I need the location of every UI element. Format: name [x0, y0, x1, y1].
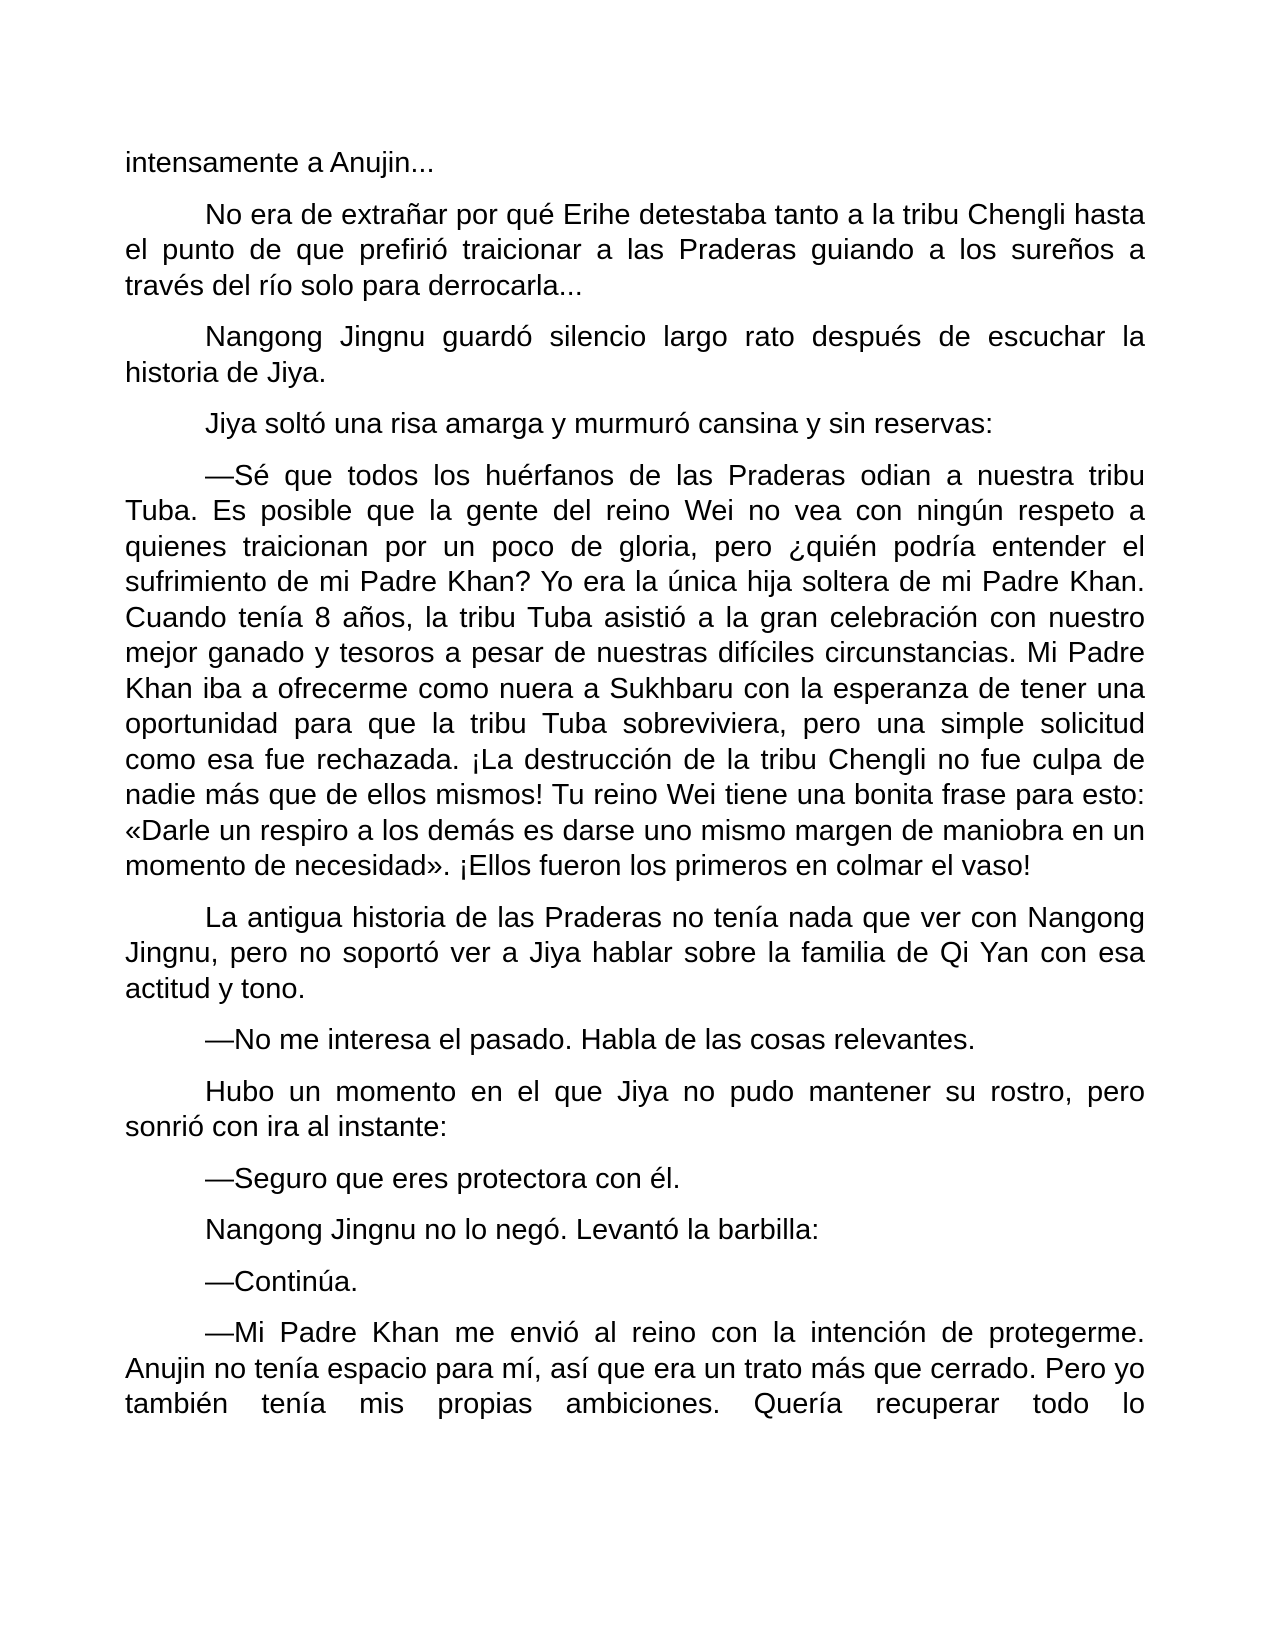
paragraph-12: —Mi Padre Khan me envió al reino con la intención de protegerme. Anujin no tenía espacio para mí, así que era un trato más que cerrado. Pero yo también tenía mis propias ambiciones. Quería recuperar todo lo: [125, 1317, 1145, 1420]
paragraph-1: intensamente a Anujin...: [125, 147, 435, 179]
paragraph-6: La antigua historia de las Praderas no tenía nada que ver con Nangong Jingnu, pero no soportó ver a Jiya hablar sobre la familia de Qi Yan con esa actitud y tono.: [125, 901, 1145, 1005]
paragraph-8: Hubo un momento en el que Jiya no pudo mantener su rostro, pero sonrió con ira al instante:: [125, 1075, 1145, 1143]
document-page: [125, 146, 1145, 1439]
paragraph-4: Jiya soltó una risa amarga y murmuró cansina y sin reservas:: [205, 408, 994, 440]
paragraph-5: —Sé que todos los huérfanos de las Praderas odian a nuestra tribu Tuba. Es posible que la gente del reino Wei no vea con ningún respeto a quienes traicionan por un poco de gloria, pero ¿quién podría entender el sufrimiento de mi Padre Khan? Yo era la única hija soltera de mi Padre Khan. Cuando tenía 8 años, la tribu Tuba asistió a la gran celebración con nuestro mejor ganado y tesoros a pesar de nuestras difíciles circunstancias. Mi Padre Khan iba a ofrecerme como nuera a Sukhbaru con la esperanza de tener una oportunidad para que la tribu Tuba sobreviviera, pero una simple solicitud como esa fue rechazada. ¡La destrucción de la tribu Chengli no fue culpa de nadie más que de ellos mismos! Tu reino Wei tiene una bonita frase para esto: «Darle un respiro a los demás es darse uno mismo margen de maniobra en un momento de necesidad». ¡Ellos fueron los primeros en colmar el vaso!: [125, 459, 1145, 882]
paragraph-3: Nangong Jingnu guardó silencio largo rato después de escuchar la historia de Jiya.: [125, 321, 1145, 389]
paragraph-10: Nangong Jingnu no lo negó. Levantó la barbilla:: [205, 1214, 820, 1246]
paragraph-7: —No me interesa el pasado. Habla de las cosas relevantes.: [205, 1024, 976, 1056]
paragraph-9: —Seguro que eres protectora con él.: [205, 1162, 681, 1195]
paragraph-2: No era de extrañar por qué Erihe detestaba tanto a la tribu Chengli hasta el punto de que prefirió traicionar a las Praderas guiando a los sureños a través del río solo para derrocarla...: [125, 198, 1145, 302]
paragraph-11: —Continúa.: [205, 1265, 359, 1298]
